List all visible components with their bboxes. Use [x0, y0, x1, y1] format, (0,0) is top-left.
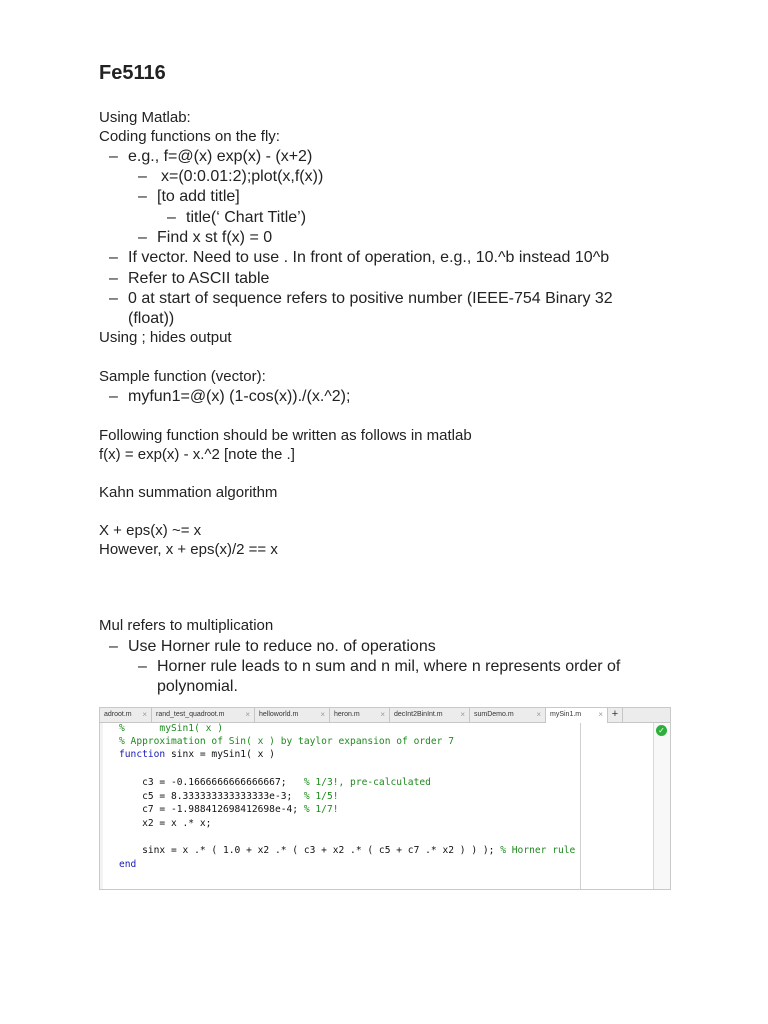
close-icon[interactable]: × [142, 710, 147, 719]
code-comment: % 1/3!, pre-calculated [303, 777, 431, 788]
editor-tab-active[interactable] [546, 708, 608, 723]
list-item: myfun1=@(x) (1-cos(x))./(x.^2); [128, 388, 351, 405]
editor-tab[interactable] [255, 708, 330, 722]
code-text: c5 = 8.333333333333333e-3; [119, 791, 304, 802]
code-keyword: function [119, 749, 166, 760]
code-text: c7 = -1.988412698412698e-4; [119, 804, 304, 815]
code-comment: % 1/7! [303, 804, 339, 815]
text-coding-functions: Coding functions on the fly: [99, 128, 280, 145]
code-comment: % 1/5! [303, 791, 339, 802]
tab-label: adroot.m [104, 711, 132, 718]
list-item-continuation: (float)) [128, 310, 175, 327]
text-kahn: Kahn summation algorithm [99, 484, 278, 501]
code-line: % Approximation of Sin( x ) by taylor expansion of order 7 [119, 736, 455, 747]
list-item: x=(0:0.01:2);plot(x,f(x)) [161, 168, 324, 185]
close-icon[interactable]: × [320, 710, 325, 719]
matlab-editor-screenshot [99, 707, 671, 890]
tab-label: heron.m [334, 711, 360, 718]
code-line: % mySin1( x ) [119, 723, 223, 734]
list-item: If vector. Need to use . In front of operation, e.g., 10.^b instead 10^b [128, 249, 610, 266]
add-tab-button[interactable]: + [608, 708, 623, 722]
bullet-dash: – [109, 388, 118, 405]
close-icon[interactable]: × [598, 710, 603, 719]
right-margin-line [580, 723, 581, 889]
tab-label: sumDemo.m [474, 711, 514, 718]
code-comment: % Horner rule [500, 845, 576, 856]
bullet-dash: – [167, 209, 176, 226]
tab-label: mySin1.m [550, 711, 582, 718]
bullet-dash: – [109, 638, 118, 655]
list-item: Use Horner rule to reduce no. of operations [128, 638, 436, 655]
text-using-matlab: Using Matlab: [99, 109, 191, 126]
editor-tab[interactable] [152, 708, 255, 722]
list-item: e.g., f=@(x) exp(x) - (x+2) [128, 148, 313, 165]
editor-tab[interactable] [390, 708, 470, 722]
list-item: Refer to ASCII table [128, 270, 270, 287]
bullet-dash: – [138, 229, 147, 246]
text-x-eps: X + eps(x) ~= x [99, 522, 202, 539]
editor-tab[interactable] [100, 708, 152, 722]
code-line: x2 = x .* x; [119, 818, 212, 829]
bullet-dash: – [109, 148, 118, 165]
code-text: sinx = mySin1( x ) [165, 749, 275, 760]
editor-tab[interactable] [470, 708, 546, 722]
text-however: However, x + eps(x)/2 == x [99, 541, 278, 558]
editor-tab-bar [100, 708, 670, 723]
code-text: sinx = x .* ( 1.0 + x2 .* ( c3 + x2 .* ( c5 + c7 .* x2 ) ) ); [119, 845, 501, 856]
code-line [119, 844, 575, 857]
list-item: 0 at start of sequence refers to positive number (IEEE-754 Binary 32 [128, 290, 613, 307]
bullet-dash: – [109, 290, 118, 307]
page-title: Fe5116 [99, 62, 166, 84]
close-icon[interactable]: × [460, 710, 465, 719]
text-fx-exp: f(x) = exp(x) - x.^2 [note the .] [99, 446, 295, 463]
bullet-dash: – [109, 249, 118, 266]
code-line [119, 776, 431, 789]
text-following-function: Following function should be written as follows in matlab [99, 427, 472, 444]
list-item: [to add title] [157, 188, 240, 205]
bullet-dash: – [138, 168, 147, 185]
list-item: Horner rule leads to n sum and n mil, where n represents order of [157, 658, 621, 675]
code-line: end [119, 859, 137, 870]
code-text: c3 = -0.1666666666666667; [119, 777, 304, 788]
editor-gutter [100, 723, 103, 889]
editor-tab[interactable] [330, 708, 390, 722]
list-item: Find x st f(x) = 0 [157, 229, 273, 246]
list-item-continuation: polynomial. [157, 678, 238, 695]
code-line [119, 790, 339, 803]
close-icon[interactable]: × [536, 710, 541, 719]
close-icon[interactable]: × [245, 710, 250, 719]
list-item: title(‘ Chart Title’) [186, 209, 307, 226]
text-using-semicolon: Using ; hides output [99, 329, 232, 346]
close-icon[interactable]: × [380, 710, 385, 719]
tab-label: decInt2BinInt.m [394, 711, 443, 718]
bullet-dash: – [138, 188, 147, 205]
code-line [119, 748, 275, 761]
tab-label: helloworld.m [259, 711, 299, 718]
editor-scrollbar[interactable] [653, 723, 670, 889]
bullet-dash: – [138, 658, 147, 675]
bullet-dash: – [109, 270, 118, 287]
text-sample-function: Sample function (vector): [99, 368, 266, 385]
code-line [119, 803, 339, 816]
text-mul: Mul refers to multiplication [99, 617, 274, 634]
tab-label: rand_test_quadroot.m [156, 711, 225, 718]
check-icon: ✓ [656, 725, 667, 736]
